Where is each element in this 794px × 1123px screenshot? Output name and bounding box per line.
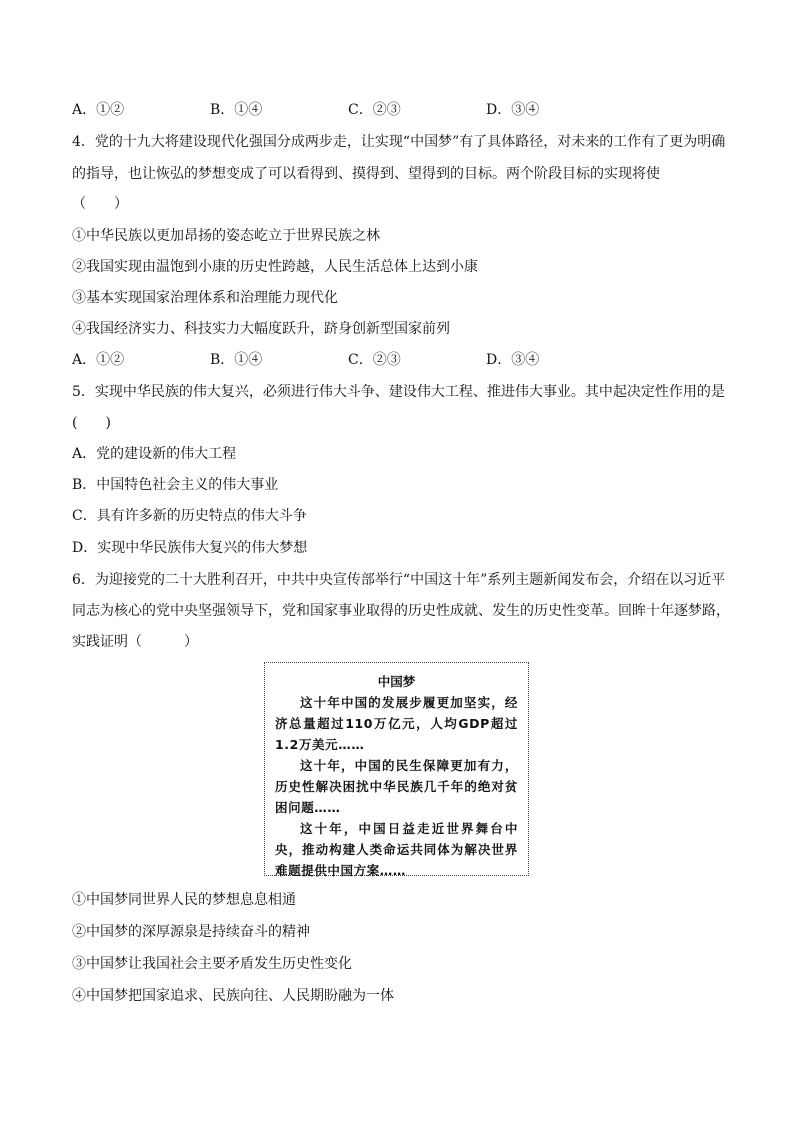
q3-option-b[interactable]: B．①④ xyxy=(210,102,263,118)
q4-option-a[interactable]: A．①② xyxy=(72,352,125,368)
q5-answer-blank: ( ) xyxy=(72,415,111,431)
q4-stem-line-1: 4．党的十九大将建设现代化强国分成两步走，让实现“中国梦”有了具体路径，对未来的工作有了更为明确 xyxy=(72,134,726,150)
q6-stem-line-2: 同志为核心的党中央坚强领导下，党和国家事业取得的历史性成就、发生的历史性变革。回眸十年逐梦路， xyxy=(72,603,730,619)
q4-answer-blank: （ ） xyxy=(72,196,128,212)
q3-option-d[interactable]: D．③④ xyxy=(486,102,540,118)
q3-option-a[interactable]: A．①② xyxy=(72,102,125,118)
q4-item-4: ④我国经济实力、科技实力大幅度跃升，跻身创新型国家前列 xyxy=(72,321,450,337)
q6-item-3: ③中国梦让我国社会主要矛盾发生历史性变化 xyxy=(72,956,352,972)
q6-stem-line-1: 6．为迎接党的二十大胜利召开，中共中央宣传部举行“中国这十年”系列主题新闻发布会，介绍在以习近平 xyxy=(72,572,726,588)
q4-item-3: ③基本实现国家治理体系和治理能力现代化 xyxy=(72,290,338,306)
q4-options xyxy=(72,350,722,370)
material-paragraph-2: 这十年，中国的民生保障更加有力，历史性解决困扰中华民族几千年的绝对贫困问题…… xyxy=(275,758,518,815)
material-box-title: 中国梦 xyxy=(377,674,416,689)
q6-item-1: ①中国梦同世界人民的梦想息息相通 xyxy=(72,892,296,908)
q6-item-2: ②中国梦的深厚源泉是持续奋斗的精神 xyxy=(72,924,310,940)
q3-options xyxy=(72,100,722,120)
q5-option-b[interactable]: B．中国特色社会主义的伟大事业 xyxy=(72,477,279,493)
q6-item-4: ④中国梦把国家追求、民族向往、人民期盼融为一体 xyxy=(72,988,394,1004)
q5-option-a[interactable]: A．党的建设新的伟大工程 xyxy=(72,446,237,462)
q4-option-c[interactable]: C．②③ xyxy=(348,352,401,368)
q6-stem-line-3: 实践证明（ ） xyxy=(72,634,198,650)
material-paragraph-1: 这十年中国的发展步履更加坚实，经济总量超过110万亿元，人均GDP超过1.2万美元…… xyxy=(275,695,518,752)
q5-option-c[interactable]: C．具有许多新的历史特点的伟大斗争 xyxy=(72,508,307,524)
q4-option-b[interactable]: B．①④ xyxy=(210,352,263,368)
q4-stem-line-2: 的指导，也让恢弘的梦想变成了可以看得到、摸得到、望得到的目标。两个阶段目标的实现将使 xyxy=(72,166,660,182)
q5-stem-line-1: 5．实现中华民族的伟大复兴，必须进行伟大斗争、建设伟大工程、推进伟大事业。其中起决定性作用的是 xyxy=(72,384,725,400)
q4-item-1: ①中华民族以更加昂扬的姿态屹立于世界民族之林 xyxy=(72,228,380,244)
material-paragraph-3: 这十年，中国日益走近世界舞台中央，推动构建人类命运共同体为解决世界难题提供中国方案…… xyxy=(275,821,518,878)
chinese-dream-material-box xyxy=(264,662,529,876)
q4-option-d[interactable]: D．③④ xyxy=(486,352,540,368)
q5-option-d[interactable]: D．实现中华民族伟大复兴的伟大梦想 xyxy=(72,540,308,556)
q4-item-2: ②我国实现由温饱到小康的历史性跨越，人民生活总体上达到小康 xyxy=(72,259,478,275)
q3-option-c[interactable]: C．②③ xyxy=(348,102,401,118)
